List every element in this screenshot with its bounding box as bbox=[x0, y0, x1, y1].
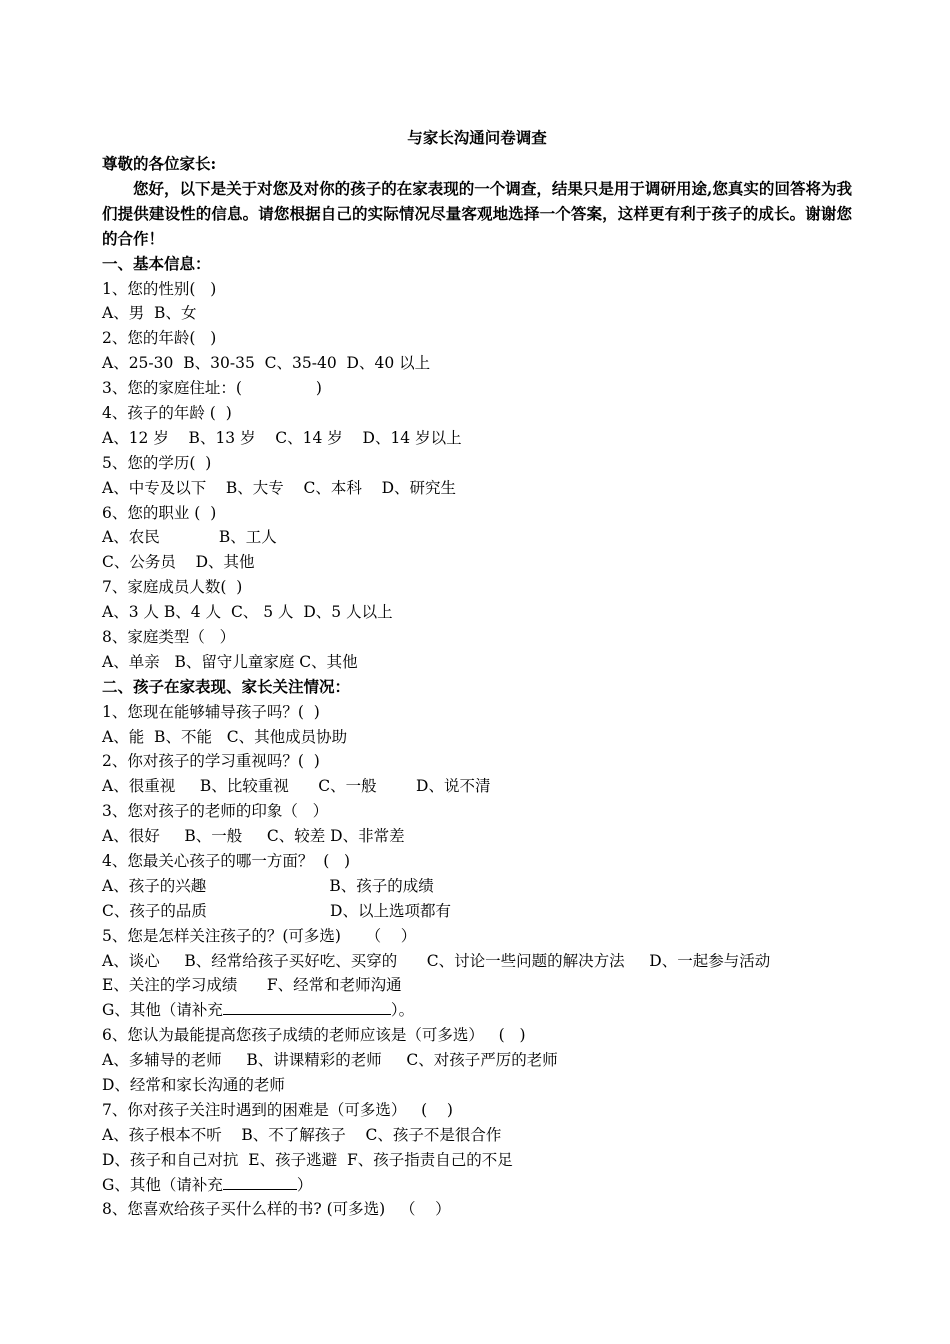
section1-questions bbox=[102, 277, 852, 675]
section2-questions-part2 bbox=[102, 1023, 852, 1172]
question-line: A、很好 B、一般 C、较差 D、非常差 bbox=[102, 827, 405, 846]
question-line: A、农民 B、工人 bbox=[102, 528, 277, 547]
question-line: D、孩子和自己对抗 E、孩子逃避 F、孩子指责自己的不足 bbox=[102, 1150, 513, 1169]
question-line: A、多辅导的老师 B、讲课精彩的老师 C、对孩子严厉的老师 bbox=[102, 1051, 558, 1070]
question-line: 4、孩子的年龄 ( ) bbox=[102, 403, 232, 422]
question-line: C、孩子的品质 D、以上选项都有 bbox=[102, 901, 451, 920]
section1-heading: 一、基本信息： bbox=[102, 253, 211, 273]
question-line: A、能 B、不能 C、其他成员协助 bbox=[102, 727, 348, 746]
other-fill-line-2 bbox=[102, 1173, 852, 1198]
question-line: A、男 B、女 bbox=[102, 304, 197, 323]
section2-heading: 二、孩子在家表现、家长关注情况： bbox=[102, 676, 351, 696]
question-line: 8、家庭类型（ ） bbox=[102, 627, 236, 646]
question-line: C、公务员 D、其他 bbox=[102, 553, 255, 572]
greeting: 尊敬的各位家长: bbox=[102, 154, 217, 173]
other-fill-suffix: ） bbox=[296, 1175, 313, 1194]
question-line: 7、你对孩子关注时遇到的困难是（可多选） ( ) bbox=[102, 1100, 453, 1119]
question-line: 6、您认为最能提高您孩子成绩的老师应该是（可多选） ( ) bbox=[102, 1026, 526, 1045]
question-line: A、孩子根本不听 B、不了解孩子 C、孩子不是很合作 bbox=[102, 1125, 502, 1144]
question-line: A、孩子的兴趣 B、孩子的成绩 bbox=[102, 876, 434, 895]
other-fill-suffix: ）。 bbox=[390, 1001, 415, 1020]
section2-questions-part1 bbox=[102, 700, 852, 999]
question-line: A、很重视 B、比较重视 C、一般 D、说不清 bbox=[102, 777, 491, 796]
question-line: 2、您的年龄( ) bbox=[102, 329, 217, 348]
question-line: 5、您是怎样关注孩子的？(可多选) （ ） bbox=[102, 926, 417, 945]
fill-in-blank-2[interactable] bbox=[223, 1174, 297, 1190]
intro-paragraph: 您好，以下是关于对您及对你的孩子的在家表现的一个调查，结果只是用于调研用途,您真实的回答将为我们提供建设性的信息。请您根据自己的实际情况尽量客观地选择一个答案，这样更有利于孩子的成长。谢谢您的合作！ bbox=[102, 178, 852, 248]
question-line: A、单亲 B、留守儿童家庭 C、其他 bbox=[102, 652, 358, 671]
other-fill-prefix: G、其他（请补充 bbox=[102, 1001, 223, 1020]
question-line: 8、您喜欢给孩子买什么样的书? (可多选) （ ） bbox=[102, 1200, 451, 1219]
question-line: 1、您的性别( ) bbox=[102, 279, 217, 298]
document-title: 与家长沟通问卷调查 bbox=[407, 128, 547, 147]
question-line: A、谈心 B、经常给孩子买好吃、买穿的 C、讨论一些问题的解决方法 D、一起参与活动 bbox=[102, 951, 771, 970]
question-line: A、中专及以下 B、大专 C、本科 D、研究生 bbox=[102, 478, 456, 497]
question-line: 7、家庭成员人数( ) bbox=[102, 578, 243, 597]
question-line: A、12 岁 B、13 岁 C、14 岁 D、14 岁以上 bbox=[102, 428, 462, 447]
questionnaire-body bbox=[102, 124, 852, 1222]
other-fill-prefix: G、其他（请补充 bbox=[102, 1175, 223, 1194]
question-line: 3、您对孩子的老师的印象（ ） bbox=[102, 802, 329, 821]
question-line: D、经常和家长沟通的老师 bbox=[102, 1076, 285, 1094]
question-line: 2、你对孩子的学习重视吗？( ) bbox=[102, 752, 320, 771]
question-line: 6、您的职业 ( ) bbox=[102, 503, 217, 522]
question-line: 1、您现在能够辅导孩子吗？( ) bbox=[102, 702, 320, 721]
question-line: A、25-30 B、30-35 C、35-40 D、40 以上 bbox=[102, 354, 431, 373]
question-line: 4、您最关心孩子的哪一方面？ ( ) bbox=[102, 851, 351, 870]
question-line: 3、您的家庭住址：( ) bbox=[102, 379, 322, 398]
fill-in-blank-1[interactable] bbox=[223, 999, 391, 1015]
question-line: 5、您的学历( ) bbox=[102, 453, 212, 472]
question-line: E、关注的学习成绩 F、经常和老师沟通 bbox=[102, 976, 402, 995]
question-line: A、3 人 B、4 人 C、 5 人 D、5 人以上 bbox=[102, 603, 393, 622]
other-fill-line-1 bbox=[102, 998, 852, 1023]
